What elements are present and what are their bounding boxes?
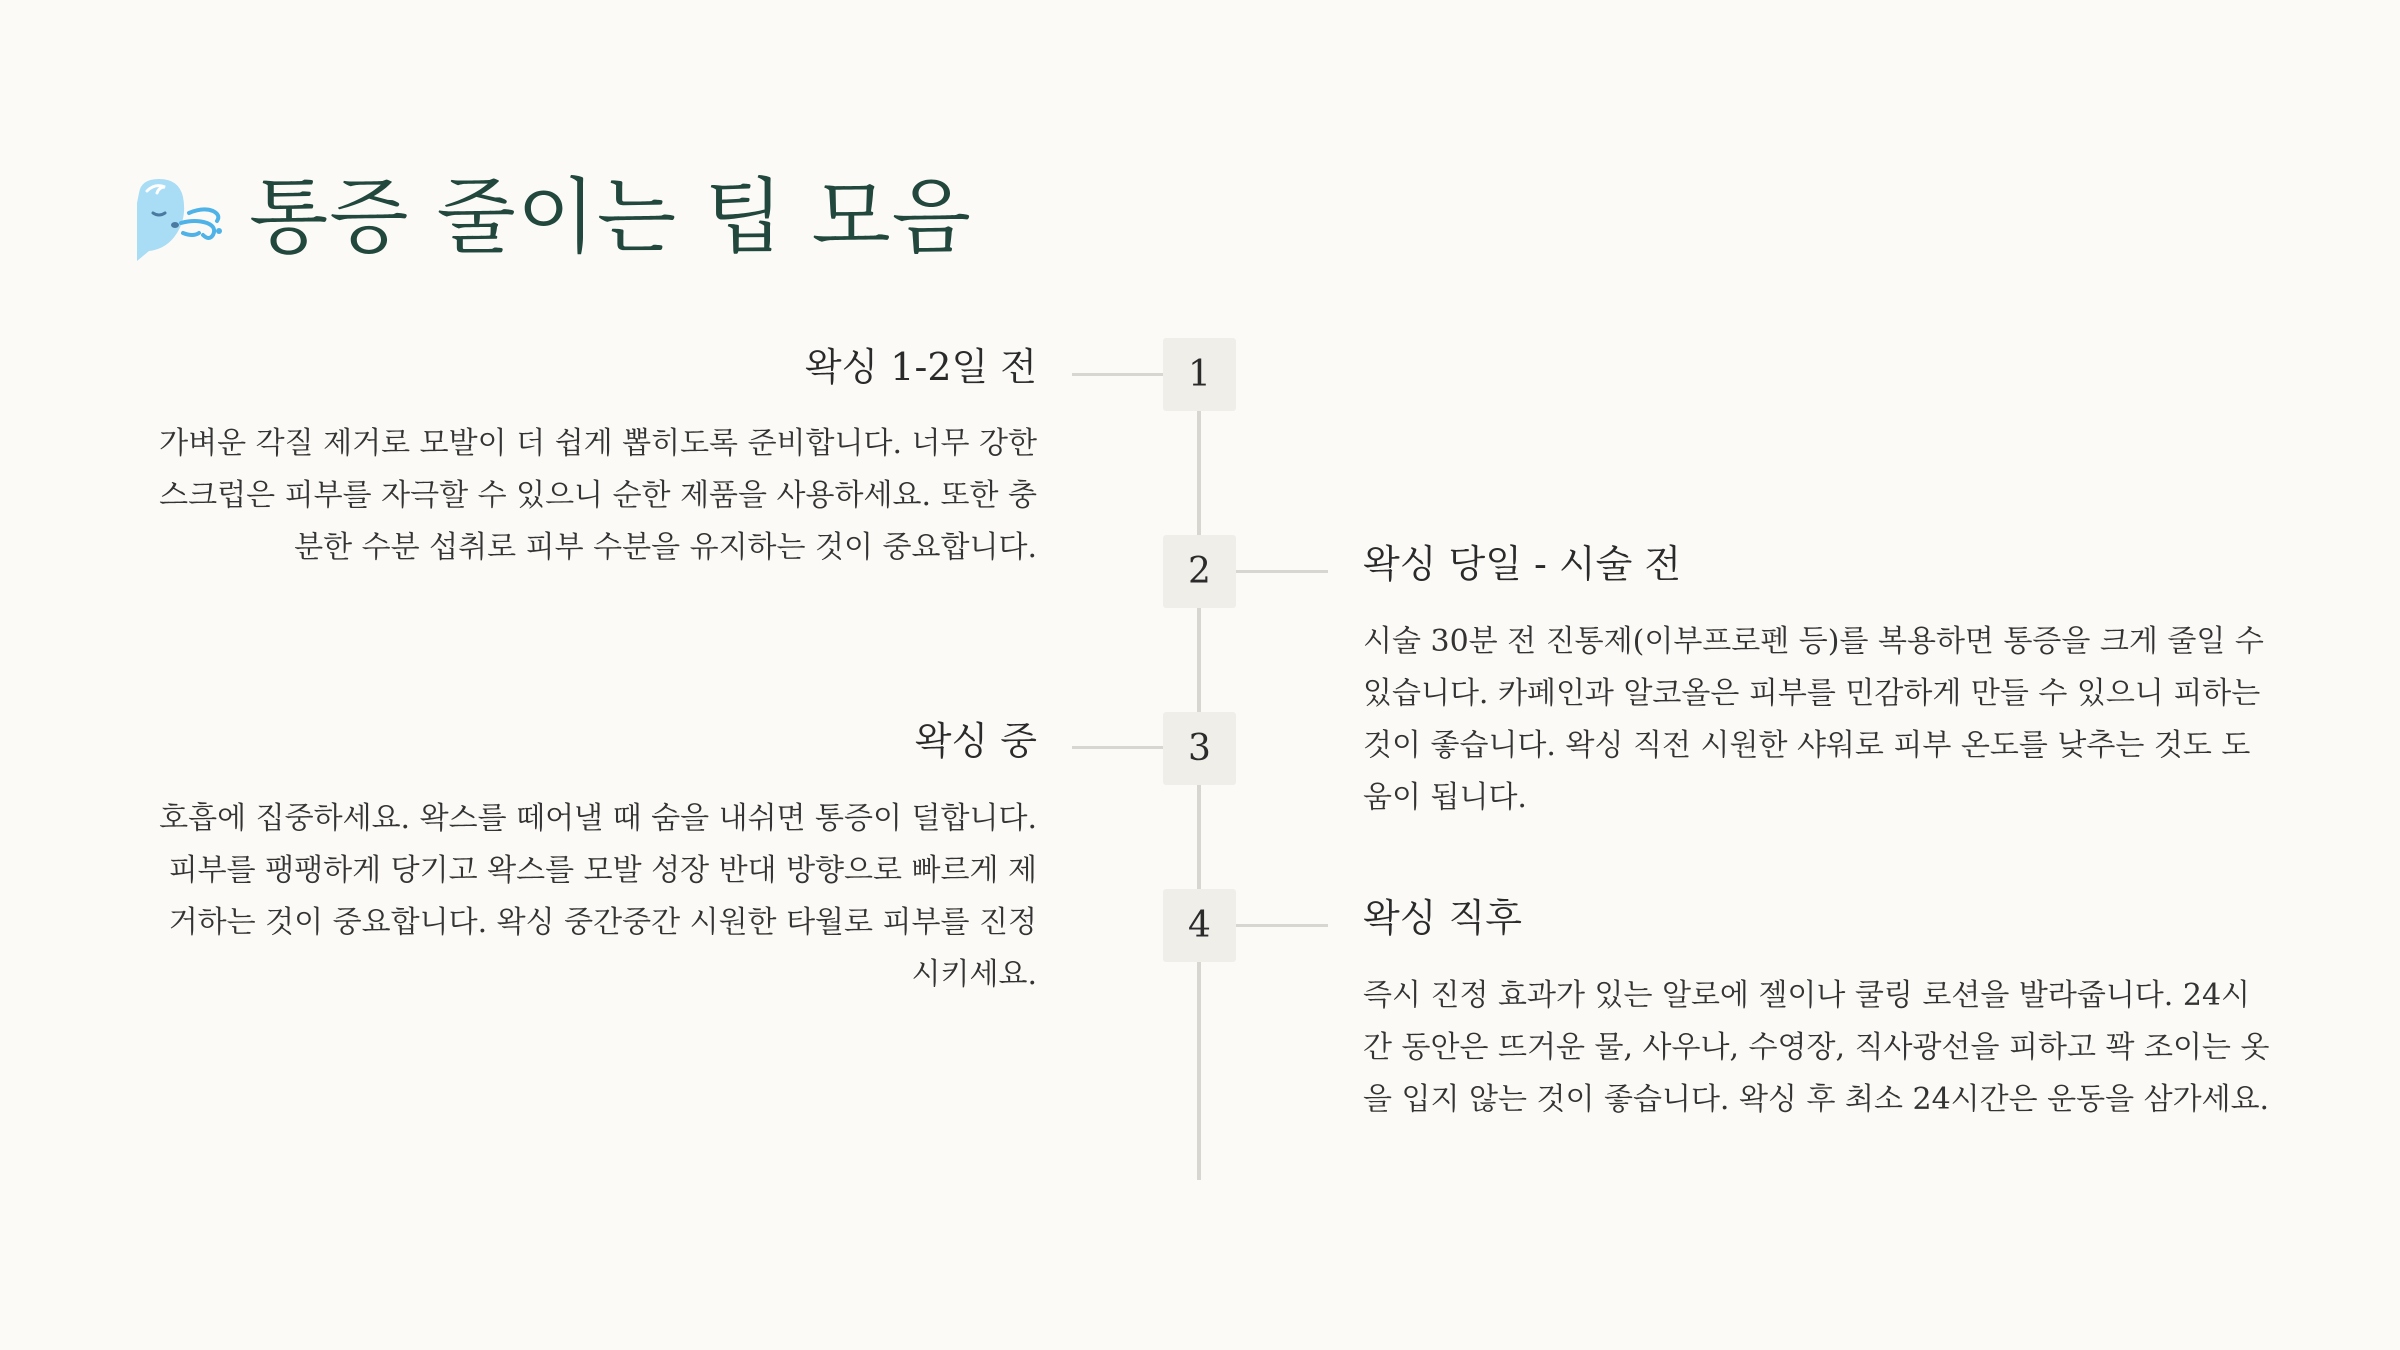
connector-1	[1072, 373, 1163, 376]
step-1-title: 왁싱 1-2일 전	[804, 345, 1037, 389]
step-number-3: 3	[1163, 712, 1236, 785]
step-number-2: 2	[1163, 535, 1236, 608]
step-3-title: 왁싱 중	[914, 719, 1037, 763]
step-number-1: 1	[1163, 338, 1236, 411]
step-4-title: 왁싱 직후	[1363, 896, 1522, 940]
step-4-body: 즉시 진정 효과가 있는 알로에 젤이나 쿨링 로션을 발라줍니다. 24시간 동안은 뜨거운 물, 사우나, 수영장, 직사광선을 피하고 꽉 조이는 옷을 입지 않는 것이 좋습니다. 왁싱 후 최소 24시간은 운동을 삼가세요.	[1363, 978, 2270, 1117]
page-title: 통증 줄이는 팁 모음	[249, 170, 972, 265]
connector-2	[1236, 570, 1328, 573]
page-header	[133, 168, 972, 268]
step-2-body: 시술 30분 전 진통제(이부프로펜 등)를 복용하면 통증을 크게 줄일 수 있습니다. 카페인과 알코올은 피부를 민감하게 만들 수 있으니 피하는 것이 좋습니다. 왁싱 직전 시원한 샤워로 피부 온도를 낮추는 것도 도움이 됩니다.	[1363, 624, 2264, 815]
step-2-title: 왁싱 당일 - 시술 전	[1363, 542, 1682, 586]
step-1-body: 가벼운 각질 제거로 모발이 더 쉽게 뽑히도록 준비합니다. 너무 강한 스크럽은 피부를 자극할 수 있으니 순한 제품을 사용하세요. 또한 충분한 수분 섭취로 피부 수분을 유지하는 것이 중요합니다.	[159, 426, 1037, 565]
step-number-4: 4	[1163, 889, 1236, 962]
step-3-body: 호흡에 집중하세요. 왁스를 떼어낼 때 숨을 내쉬면 통증이 덜합니다. 피부를 팽팽하게 당기고 왁스를 모발 성장 반대 방향으로 빠르게 제거하는 것이 중요합니다. 왁싱 중간중간 시원한 타월로 피부를 진정시키세요.	[159, 801, 1037, 992]
wind-face-icon	[133, 173, 225, 263]
connector-4	[1236, 924, 1328, 927]
connector-3	[1072, 746, 1163, 749]
